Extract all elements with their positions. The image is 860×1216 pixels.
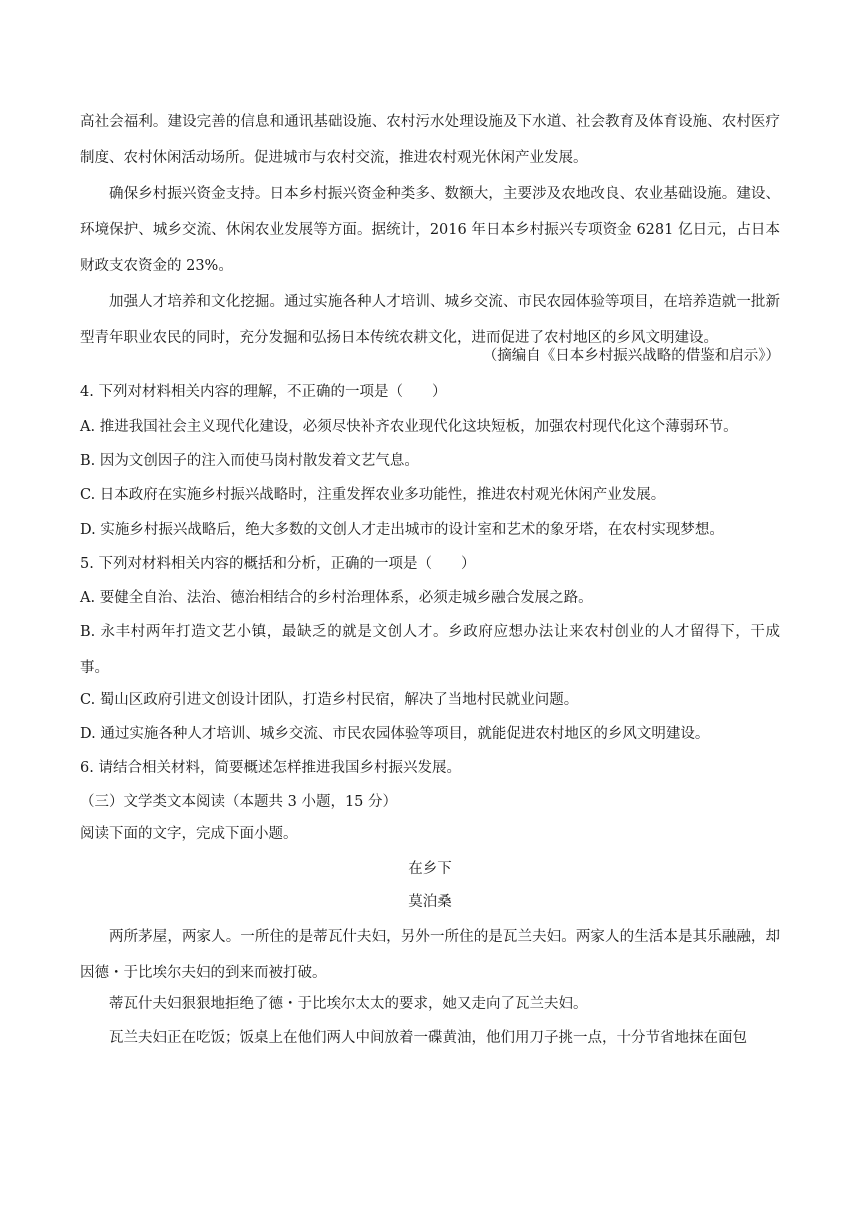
source-citation: （摘编自《日本乡村振兴战略的借鉴和启示》） xyxy=(482,348,780,364)
question-5-option-a: A. 要健全自治、法治、德治相结合的乡村治理体系，必须走城乡融合发展之路。 xyxy=(80,590,593,606)
question-5-option-b: B. 永丰村两年打造文艺小镇，最缺乏的就是文创人才。乡政府应想办法让来农村创业的人才留得下，干成事。 xyxy=(80,624,780,676)
question-4: 4. 下列对材料相关内容的理解，不正确的一项是（ ） xyxy=(80,384,447,400)
question-5: 5. 下列对材料相关内容的概括和分析，正确的一项是（ ） xyxy=(80,556,476,572)
question-5-option-c: C. 蜀山区政府引进文创设计团队，打造乡村民宿，解决了当地村民就业问题。 xyxy=(80,692,579,708)
question-4-option-d: D. 实施乡村振兴战略后，绝大多数的文创人才走出城市的设计室和艺术的象牙塔，在农村实现梦想。 xyxy=(80,522,724,538)
question-5-option-d: D. 通过实施各种人才培训、城乡交流、市民农园体验等项目，就能促进农村地区的乡风文明建设。 xyxy=(80,726,710,742)
paragraph-social-welfare: 高社会福利。建设完善的信息和通讯基础设施、农村污水处理设施及下水道、社会教育及体育设施、农村医疗制度、农村休闲活动场所。促进城市与农村交流，推进农村观光休闲产业发展。 xyxy=(80,114,780,166)
section-instruction: 阅读下面的文字，完成下面小题。 xyxy=(80,826,298,842)
section-heading: （三）文学类文本阅读（本题共 3 小题，15 分） xyxy=(80,794,398,810)
paragraph-talent: 加强人才培养和文化挖掘。通过实施各种人才培训、城乡交流、市民农园体验等项目，在培养造就一批新型青年职业农民的同时，充分发掘和弘扬日本传统农耕文化，进而促进了农村地区的乡风文明建设。 xyxy=(80,294,780,346)
story-title: 在乡下 xyxy=(408,861,452,877)
story-paragraph-2: 蒂瓦什夫妇狠狠地拒绝了德・于比埃尔太太的要求，她又走向了瓦兰夫妇。 xyxy=(109,996,588,1012)
story-author: 莫泊桑 xyxy=(408,894,452,910)
story-paragraph-3: 瓦兰夫妇正在吃饭；饭桌上在他们两人中间放着一碟黄油，他们用刀子挑一点，十分节省地抹在面包 xyxy=(109,1030,747,1046)
question-6: 6. 请结合相关材料，简要概述怎样推进我国乡村振兴发展。 xyxy=(80,760,461,776)
story-paragraph-1: 两所茅屋，两家人。一所住的是蒂瓦什夫妇，另外一所住的是瓦兰夫妇。两家人的生活本是其乐融融，却因德・于比埃尔夫妇的到来而被打破。 xyxy=(80,929,780,981)
paragraph-funding: 确保乡村振兴资金支持。日本乡村振兴资金种类多、数额大，主要涉及农地改良、农业基础设施。建设、环境保护、城乡交流、休闲农业发展等方面。据统计，2016 年日本乡村振兴专项资金 6281 亿日元，占日本财政支农资金的 23%。 xyxy=(80,186,780,274)
question-4-option-a: A. 推进我国社会主义现代化建设，必须尽快补齐农业现代化这块短板，加强农村现代化这个薄弱环节。 xyxy=(80,419,738,435)
question-4-option-c: C. 日本政府在实施乡村振兴战略时，注重发挥农业多功能性，推进农村观光休闲产业发展。 xyxy=(80,487,666,503)
question-4-option-b: B. 因为文创因子的注入而使马岗村散发着文艺气息。 xyxy=(80,453,419,469)
